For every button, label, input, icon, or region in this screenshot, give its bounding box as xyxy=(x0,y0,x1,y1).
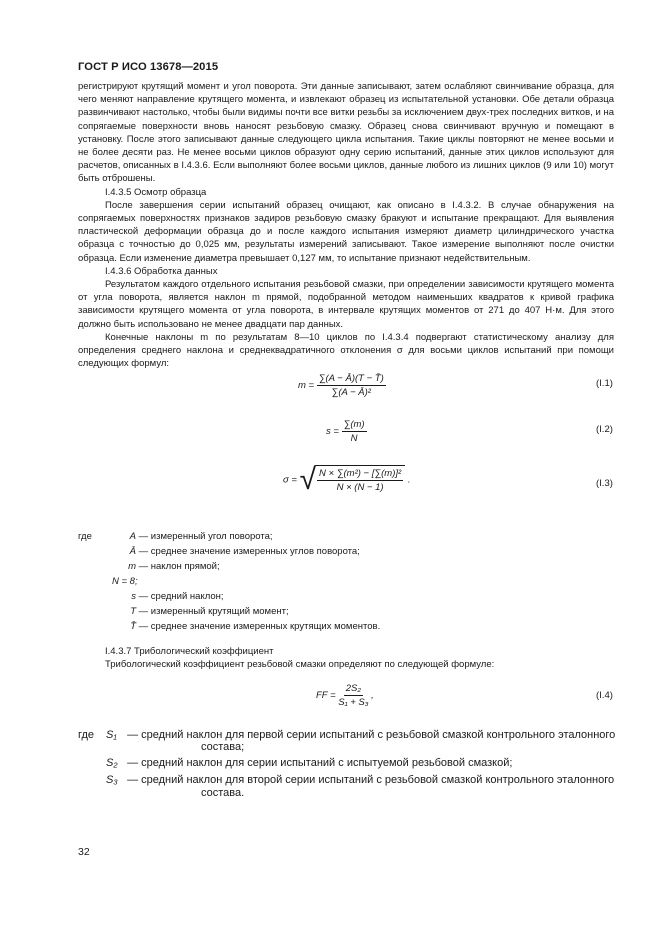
body-text xyxy=(78,80,614,370)
radical-sign: √ xyxy=(299,463,317,496)
formula-lhs: s = xyxy=(326,426,339,438)
paragraph: Результатом каждого отдельного испытания резьбовой смазки, при определении зависимости крутящего момента от угла поворота, является наклон m прямой, подобранной методом наименьших квадратов к кривой графика зависимости крутящего момента от угла поворота, в интервале крутящих моментов от 271 до 407 Н·м. Для этого должно быть использовано не менее двадцати пар данных. xyxy=(78,279,614,330)
definition-row: S₃ — средний наклон для второй серии испытаний с резьбовой смазкой контрольного эталонного xyxy=(106,774,615,786)
paragraph: Конечные наклоны m по результатам 8—10 циклов по I.4.3.4 подвергают статистическому анализу для определения среднего наклона и среднеквадратичного отклонения σ для восьми циклов испытаний при помощи следующих формул: xyxy=(78,331,614,370)
formula-fraction xyxy=(338,683,368,708)
definition-row: Ā — среднее значение измеренных углов поворота; xyxy=(129,546,360,557)
radicand xyxy=(315,465,405,495)
formula-tail: . xyxy=(407,474,411,486)
page-number: 32 xyxy=(78,846,90,858)
formula-i1 xyxy=(298,373,386,398)
formula-denominator: N × (N − 1) xyxy=(336,482,384,493)
formula-number: (I.1) xyxy=(596,378,613,389)
section-heading: I.4.3.7 Трибологический коэффициент xyxy=(105,646,274,657)
formula-fraction xyxy=(342,419,367,444)
square-root xyxy=(300,465,406,495)
formula-fraction xyxy=(317,468,403,493)
formula-fraction xyxy=(317,373,386,398)
formula-denominator: S₁ + S₃ xyxy=(338,697,369,708)
document-header: ГОСТ Р ИСО 13678—2015 xyxy=(78,61,219,73)
definition-row: S₁ — средний наклон для первой серии испытаний с резьбовой смазкой контрольного эталонного xyxy=(106,729,616,741)
formula-lhs: m = xyxy=(298,380,315,392)
formula-denominator: N xyxy=(350,433,358,444)
paragraph: Трибологический коэффициент резьбовой смазки определяют по следующей формуле: xyxy=(105,659,495,670)
coefficient-definitions xyxy=(78,728,623,803)
formula-number: (I.2) xyxy=(596,424,613,435)
definition-row: S₂ — средний наклон для серии испытаний с испытуемой резьбовой смазкой; xyxy=(106,757,513,769)
formula-numerator: 2S₂ xyxy=(345,683,362,694)
formula-i2 xyxy=(326,419,367,444)
paragraph: регистрируют крутящий момент и угол поворота. Эти данные записывают, затем ослабляют свинчивание образца, для чего меняют направление крутящего момента, и извлекают образец из испытательной установки. Обе детали образца развинчивают настолько, чтобы были видимы почти все витки резьбы за исключением двух-трех последних витков, и на сопрягаемые поверхности вновь наносят резьбовую смазку. Образец снова свинчивают вручную и помещают в установку. После этого записывают данные следующего цикла испытания. Такие циклы повторяют не менее восьми и не более десяти раз. Не менее восьми циклов образуют одну серию испытаний, данные этих циклов используют для расчетов, описанных в I.4.3.6. Если выполняют более восьми циклов, данные любого из лишних циклов (9 или 10) могут быть отброшены. xyxy=(78,81,614,185)
formula-denominator: ∑(A − Ā)² xyxy=(331,387,371,398)
formula-numerator: N × ∑(m²) − [∑(m)]² xyxy=(319,468,402,479)
paragraph: После завершения серии испытаний образец очищают, как описано в I.4.3.2. В случае обнаружения на сопрягаемых поверхностях признаков задиров резьбовую смазку бракуют и испытание прекращают. Для выявления пластической деформации образца до и после каждого испытания измеряют диаметр цилиндрического участка образца с точностью до 0,025 мм, результаты измерений записывают. Такое измерение выполняют после очистки образца. Если изменение диаметра превышает 0,127 мм, то испытание признают недействительным. xyxy=(78,199,614,264)
formula-tail: , xyxy=(371,690,374,702)
section-heading: I.4.3.6 Обработка данных xyxy=(105,265,218,277)
definition-continuation: состава. xyxy=(201,787,245,799)
formula-i4 xyxy=(316,683,374,708)
where-label: где xyxy=(78,531,92,542)
definition-row: m — наклон прямой; xyxy=(128,561,220,572)
variable-definitions xyxy=(78,531,618,641)
where-label: где xyxy=(78,729,95,741)
formula-numerator: ∑(A − Ā)(T − T̄) xyxy=(318,373,384,384)
formula-lhs: FF = xyxy=(316,690,336,702)
section-heading: I.4.3.5 Осмотр образца xyxy=(105,186,207,198)
definition-row: s — средний наклон; xyxy=(131,591,224,602)
definition-row: T̄ — среднее значение измеренных крутящих моментов. xyxy=(130,621,381,632)
definition-continuation: состава; xyxy=(201,741,245,753)
definition-row: N = 8; xyxy=(112,576,138,587)
formula-lhs: σ = xyxy=(283,474,297,486)
formula-i3 xyxy=(283,465,410,495)
formula-number: (I.3) xyxy=(596,478,613,489)
definition-row: T — измеренный крутящий момент; xyxy=(130,606,289,617)
formula-number: (I.4) xyxy=(596,690,613,701)
formula-numerator: ∑(m) xyxy=(343,419,365,430)
definition-row: A — измеренный угол поворота; xyxy=(129,531,273,542)
